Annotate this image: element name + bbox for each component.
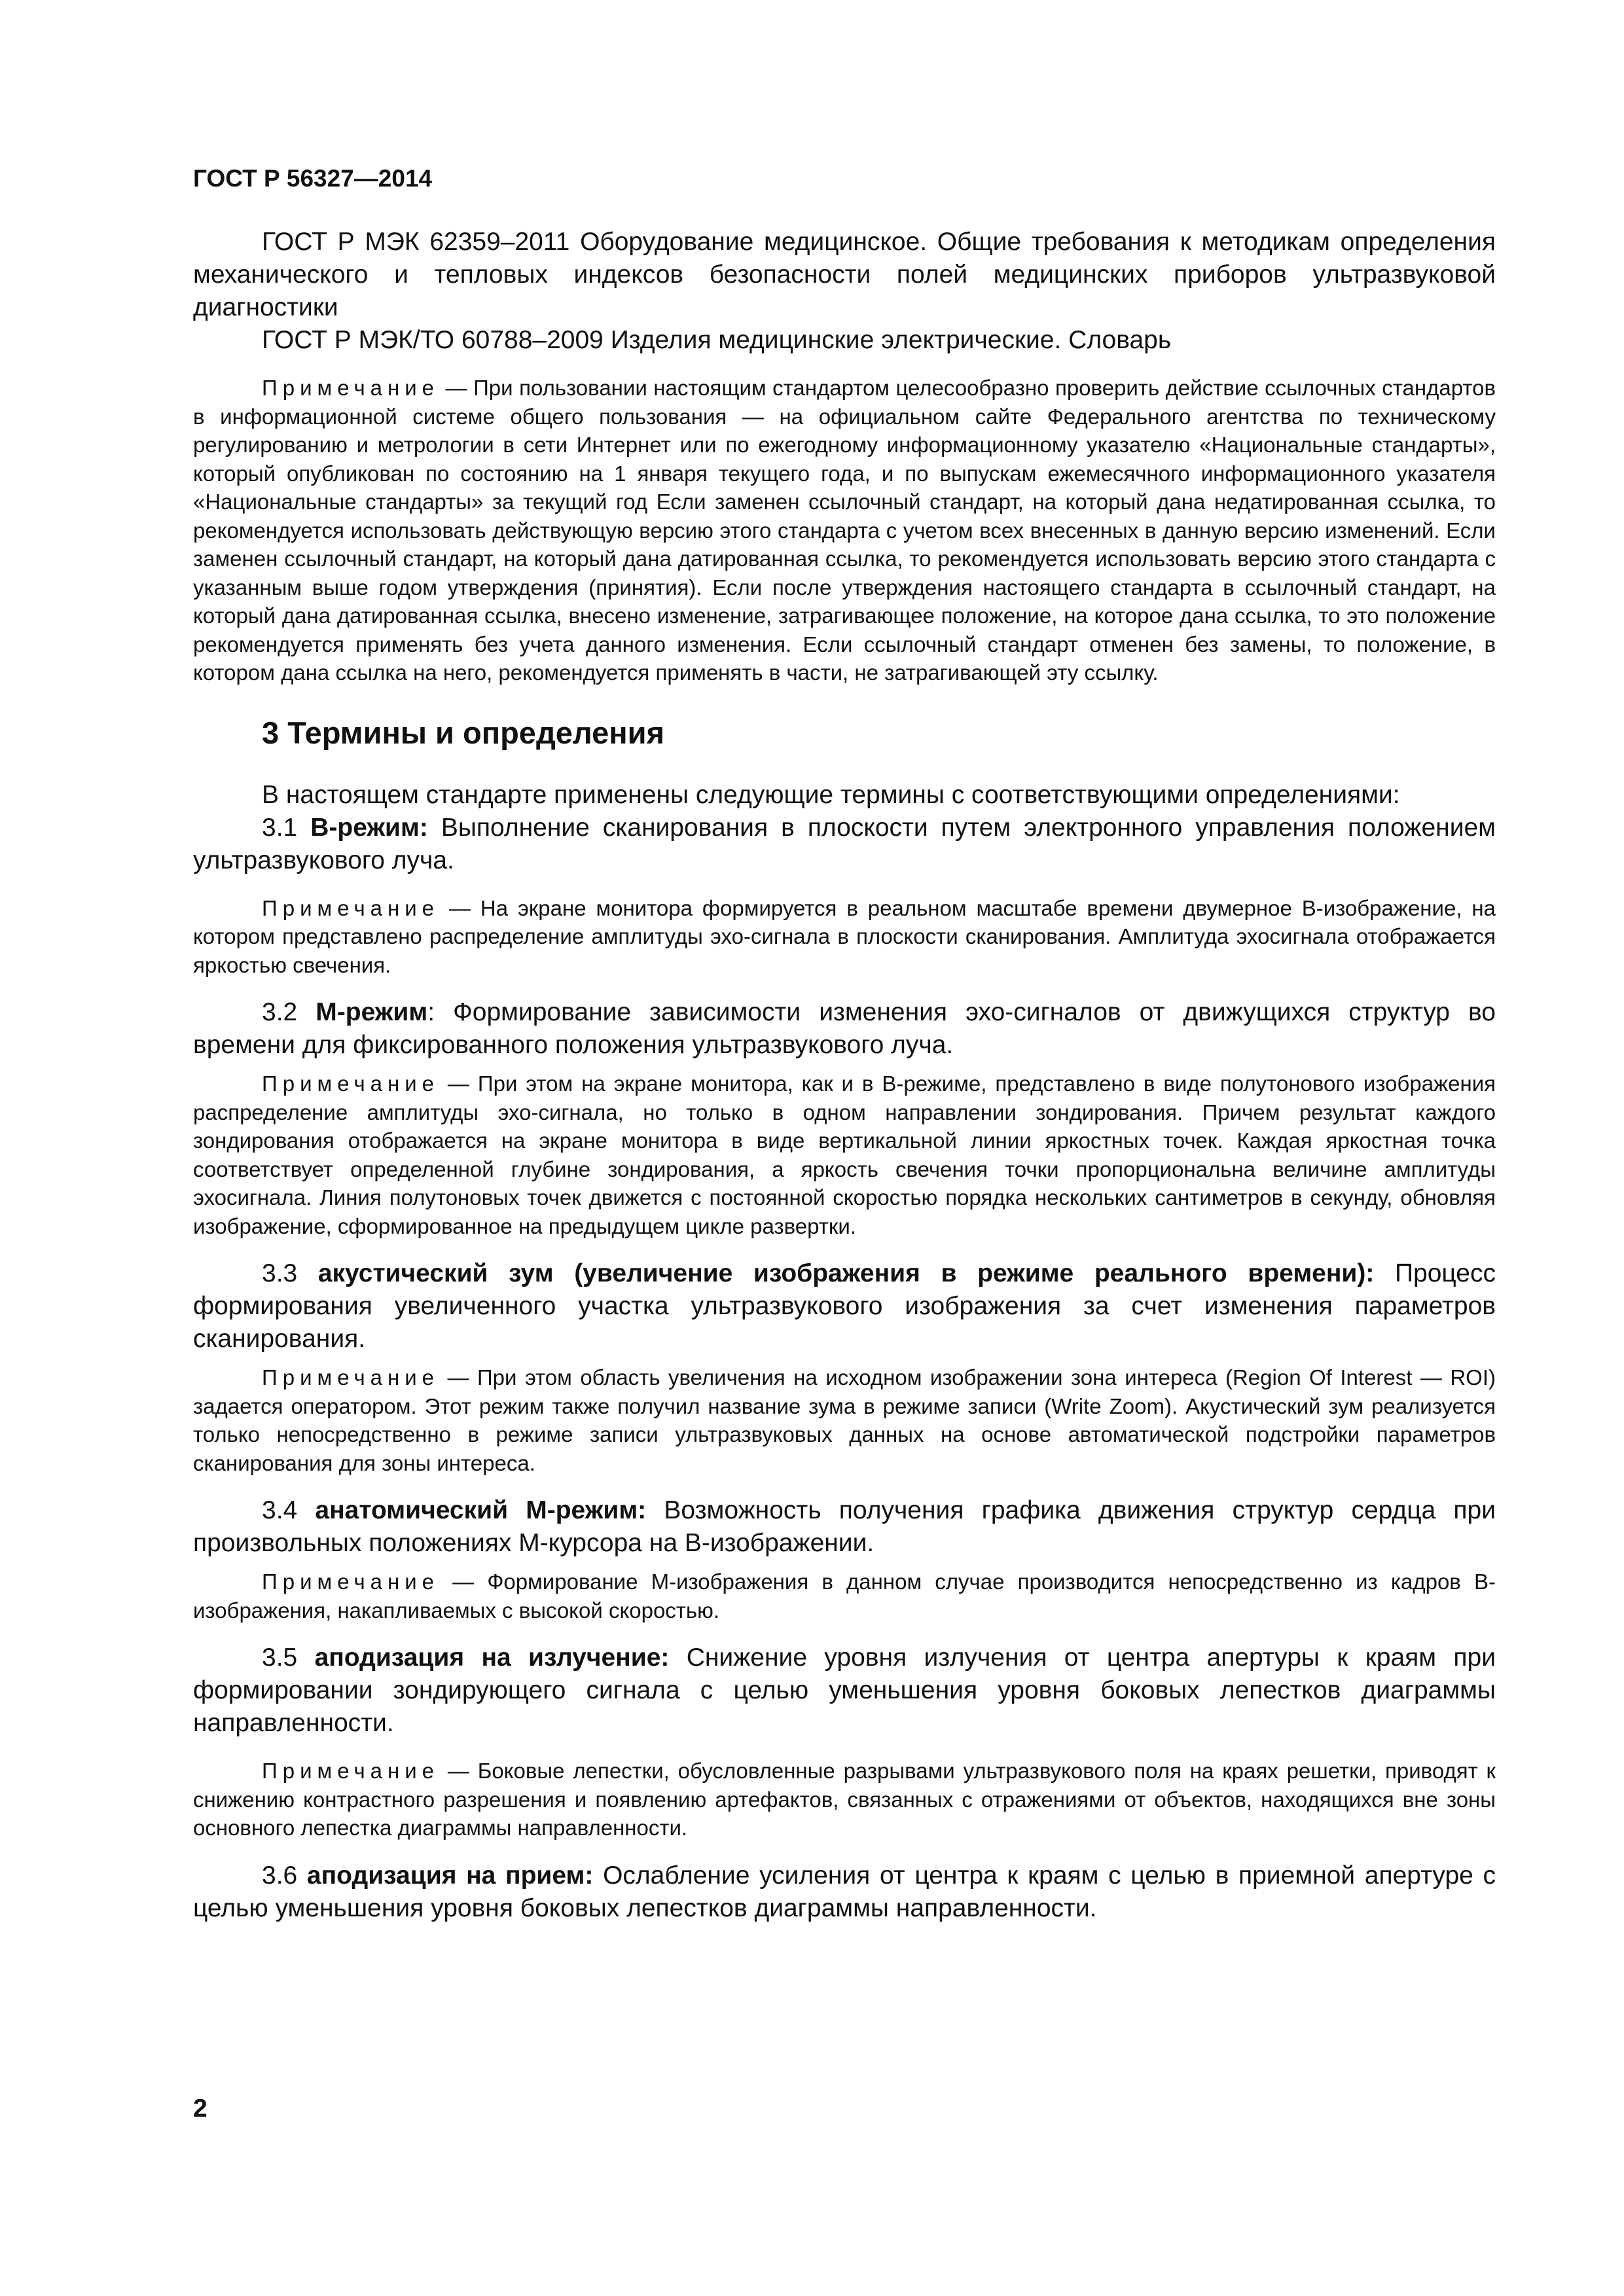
term-3-4 xyxy=(193,1494,1496,1560)
note-3-1 xyxy=(193,894,1496,980)
section-intro: В настоящем стандарте применены следующие термины с соответствующими определениями: xyxy=(262,780,1400,809)
note-text: — При этом область увеличения на исходном изображении зона интереса (Region Of Interest — ROI) задается оператором. Этот режим также получил название зума в режиме записи (Write Zoom). Акустический зум реализуется только непосредственно в режиме записи ультразвуковых данных на основе автоматической подстройки параметров сканирования для зоны интереса. xyxy=(193,1365,1496,1475)
note-3-2 xyxy=(193,1069,1496,1240)
note-text: — На экране монитора формируется в реальном масштабе времени двумерное B-изображение, на котором представлено распределение амплитуды эхо-сигнала в плоскости сканирования. Амплитуда эхосигнала отображается яркостью свечения. xyxy=(193,895,1496,977)
term-definition: : Формирование зависимости изменения эхо-сигналов от движущихся структур во времени для фиксированного положения ультразвукового луча. xyxy=(193,998,1496,1059)
term-3-2 xyxy=(193,996,1496,1062)
note-label: Примечание xyxy=(262,1365,440,1390)
page-number: 2 xyxy=(193,2094,208,2123)
term-number: 3.5 xyxy=(262,1643,315,1672)
term-name: B-режим: xyxy=(310,813,428,842)
document-header: ГОСТ Р 56327—2014 xyxy=(193,165,433,192)
term-definition: Ослабление усиления от центра к краям с целью в приемной апертуре с целью уменьшения уровня боковых лепестков диаграммы направленности. xyxy=(193,1861,1496,1922)
term-definition: Возможность получения графика движения структур сердца при произвольных положениях M-курсора на B-изображении. xyxy=(193,1496,1496,1557)
note-references xyxy=(193,374,1496,687)
note-3-4 xyxy=(193,1568,1496,1624)
term-number: 3.2 xyxy=(262,998,316,1026)
term-name: M-режим xyxy=(316,998,428,1026)
term-name: анатомический M-режим: xyxy=(315,1496,647,1524)
term-name: акустический зум (увеличение изображения в режиме реального времени): xyxy=(317,1259,1375,1287)
section-title: 3 Термины и определения xyxy=(262,715,664,750)
term-name: аподизация на излучение: xyxy=(314,1643,670,1672)
term-definition: Снижение уровня излучения от центра апертуры к краям при формировании зондирующего сигнала с целью уменьшения уровня боковых лепестков диаграммы направленности. xyxy=(193,1643,1496,1737)
note-3-3 xyxy=(193,1363,1496,1477)
document-body xyxy=(193,226,1496,1925)
term-number: 3.6 xyxy=(262,1861,307,1890)
term-number: 3.3 xyxy=(262,1259,318,1287)
term-name: аподизация на прием: xyxy=(306,1861,594,1890)
term-number: 3.1 xyxy=(262,813,311,842)
note-text: — Боковые лепестки, обусловленные разрывами ультразвукового поля на краях решетки, приводят к снижению контрастного разрешения и появлению артефактов, связанных с отражениями от объектов, находящихся вне зоны основного лепестка диаграммы направленности. xyxy=(193,1759,1496,1840)
term-number: 3.4 xyxy=(262,1496,316,1524)
term-definition: Выполнение сканирования в плоскости путем электронного управления положением ультразвукового луча. xyxy=(193,813,1496,874)
term-definition: Процесс формирования увеличенного участка ультразвукового изображения за счет изменения параметров сканирования. xyxy=(193,1259,1496,1353)
note-label: Примечание xyxy=(262,376,440,400)
term-3-5 xyxy=(193,1641,1496,1740)
note-text: — При пользовании настоящим стандартом целесообразно проверить действие ссылочных стандартов в информационной системе общего пользования — на официальном сайте Федерального агентства по техническому регулированию и метрологии в сети Интернет или по ежегодному информационному указателю «Национальные стандарты», который опубликован по состоянию на 1 января текущего года, и по выпускам ежемесячного информационного указателя «Национальные стандарты» за текущий год Если заменен ссылочный стандарт, на который дана недатированная ссылка, то рекомендуется использовать действующую версию этого стандарта с учетом всех внесенных в данную версию изменений. Если заменен ссылочный стандарт, на который дана датированная ссылка, то рекомендуется использовать версию этого стандарта с указанным выше годом утверждения (принятия). Если после утверждения настоящего стандарта в ссылочный стандарт, на который дана датированная ссылка, внесено изменение, затрагивающее положение, на которое дана ссылка, то это положение рекомендуется применять без учета данного изменения. Если ссылочный стандарт отменен без замены, то положение, в котором дана ссылка на него, рекомендуется применять в части, не затрагивающей эту ссылку. xyxy=(193,376,1496,685)
reference-2: ГОСТ Р МЭК/ТО 60788–2009 Изделия медицинские электрические. Словарь xyxy=(262,326,1172,354)
term-3-1 xyxy=(193,812,1496,877)
note-text: — При этом на экране монитора, как и в B-режиме, представлено в виде полутонового изображения распределение амплитуды эхо-сигнала, но только в одном направлении зондирования. Причем результат каждого зондирования отображается на экране монитора в виде вертикальной линии яркостных точек. Каждая яркостная точка соответствует определенной глубине зондирования, а яркость свечения точки пропорциональна величине амплитуды эхосигнала. Линия полутоновых точек движется с постоянной скоростью порядка нескольких сантиметров в секунду, обновляя изображение, сформированное на предыдущем цикле развертки. xyxy=(193,1071,1496,1238)
reference-1: ГОСТ Р МЭК 62359–2011 Оборудование медицинское. Общие требования к методикам определения механического и тепловых индексов безопасности полей медицинских приборов ультразвуковой диагностики xyxy=(193,228,1496,321)
term-3-3 xyxy=(193,1257,1496,1355)
note-label: Примечание xyxy=(262,1759,440,1783)
note-3-5 xyxy=(193,1757,1496,1842)
note-label: Примечание xyxy=(262,1071,440,1096)
note-label: Примечание xyxy=(262,895,440,920)
note-label: Примечание xyxy=(262,1570,440,1594)
term-3-6 xyxy=(193,1859,1496,1925)
note-text: — Формирование M-изображения в данном случае производится непосредственно из кадров B-изображения, накапливаемых с высокой скоростью. xyxy=(193,1570,1496,1623)
